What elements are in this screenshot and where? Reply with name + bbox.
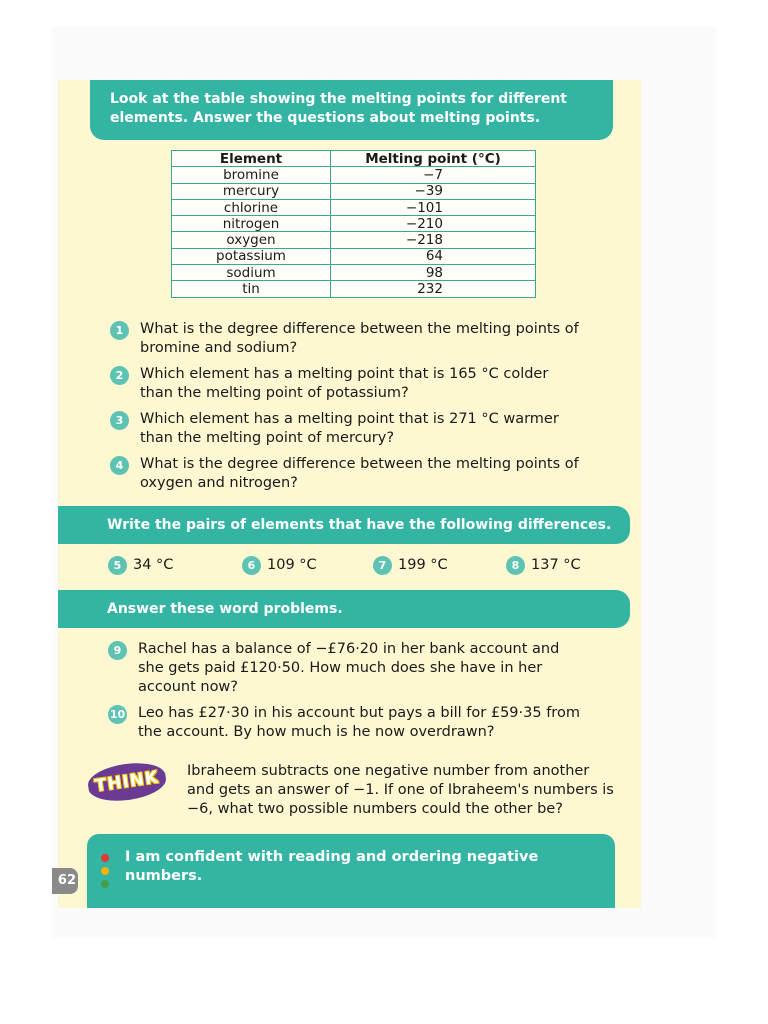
table-row: [172, 265, 536, 281]
question-number-badge: 10: [108, 705, 127, 724]
table-row: [172, 281, 536, 297]
element-cell: chlorine: [172, 199, 331, 215]
confidence-text: I am confident with reading and ordering negative numbers.: [125, 849, 539, 884]
difference-value: 34 °C: [133, 557, 174, 573]
question-number-badge: 2: [110, 366, 129, 385]
instructions-banner: [90, 80, 613, 140]
melting-point-cell: 98: [331, 265, 536, 281]
table-row: [172, 199, 536, 215]
question-text: Which element has a melting point that is 165 °C colder than the melting point of potassium?: [140, 366, 549, 401]
element-cell: potassium: [172, 248, 331, 264]
pairs-banner: [58, 506, 630, 544]
element-cell: tin: [172, 281, 331, 297]
question-number-badge: 9: [108, 641, 127, 660]
melting-point-cell: −101: [331, 199, 536, 215]
question-text: Leo has £27·30 in his account but pays a bill for £59·35 from the account. By how much is he now overdrawn?: [138, 705, 580, 740]
table-row: [172, 216, 536, 232]
element-cell: oxygen: [172, 232, 331, 248]
page-number: 62: [52, 868, 78, 894]
difference-value: 109 °C: [267, 557, 317, 573]
table-row: [172, 167, 536, 183]
difference-value: 199 °C: [398, 557, 448, 573]
melting-point-cell: −39: [331, 183, 536, 199]
melting-point-cell: −218: [331, 232, 536, 248]
difference-value: 137 °C: [531, 557, 581, 573]
element-cell: nitrogen: [172, 216, 331, 232]
word-problems-banner: [58, 590, 630, 628]
think-badge: THINK: [86, 759, 168, 806]
melting-point-cell: 64: [331, 248, 536, 264]
melting-point-cell: 232: [331, 281, 536, 297]
melting-points-table: [171, 150, 536, 298]
element-cell: sodium: [172, 265, 331, 281]
question-text: What is the degree difference between the melting points of bromine and sodium?: [140, 321, 579, 356]
question-number-badge: 4: [110, 456, 129, 475]
table-row: [172, 248, 536, 264]
instructions-text: Look at the table showing the melting points for different elements. Answer the questions about melting points.: [110, 91, 567, 126]
melting-point-cell: −210: [331, 216, 536, 232]
traffic-light-amber-icon: [101, 867, 109, 875]
question-text: Which element has a melting point that is 271 °C warmer than the melting point of mercury?: [140, 411, 559, 446]
traffic-light-green-icon: [101, 880, 109, 888]
header-element: Element: [172, 151, 331, 167]
confidence-banner: [87, 834, 615, 908]
question-text: Rachel has a balance of −£76·20 in her bank account and she gets paid £120·50. How much does she have in her account now?: [138, 641, 560, 695]
header-melting-point: Melting point (°C): [331, 151, 536, 167]
question-number-badge: 5: [108, 556, 127, 575]
think-text: Ibraheem subtracts one negative number from another and gets an answer of −1. If one of Ibraheem's numbers is −6, what two possible numbers could the other be?: [187, 763, 614, 817]
question-number-badge: 6: [242, 556, 261, 575]
word-problems-title: Answer these word problems.: [107, 601, 343, 617]
pairs-title: Write the pairs of elements that have the following differences.: [107, 517, 612, 533]
question-number-badge: 7: [373, 556, 392, 575]
traffic-light-red-icon: [101, 854, 109, 862]
question-number-badge: 8: [506, 556, 525, 575]
question-text: What is the degree difference between the melting points of oxygen and nitrogen?: [140, 456, 579, 491]
question-number-badge: 1: [110, 321, 129, 340]
question-number-badge: 3: [110, 411, 129, 430]
table-row: [172, 183, 536, 199]
melting-point-cell: −7: [331, 167, 536, 183]
table-row: [172, 232, 536, 248]
table-header-row: [172, 151, 536, 167]
element-cell: mercury: [172, 183, 331, 199]
element-cell: bromine: [172, 167, 331, 183]
